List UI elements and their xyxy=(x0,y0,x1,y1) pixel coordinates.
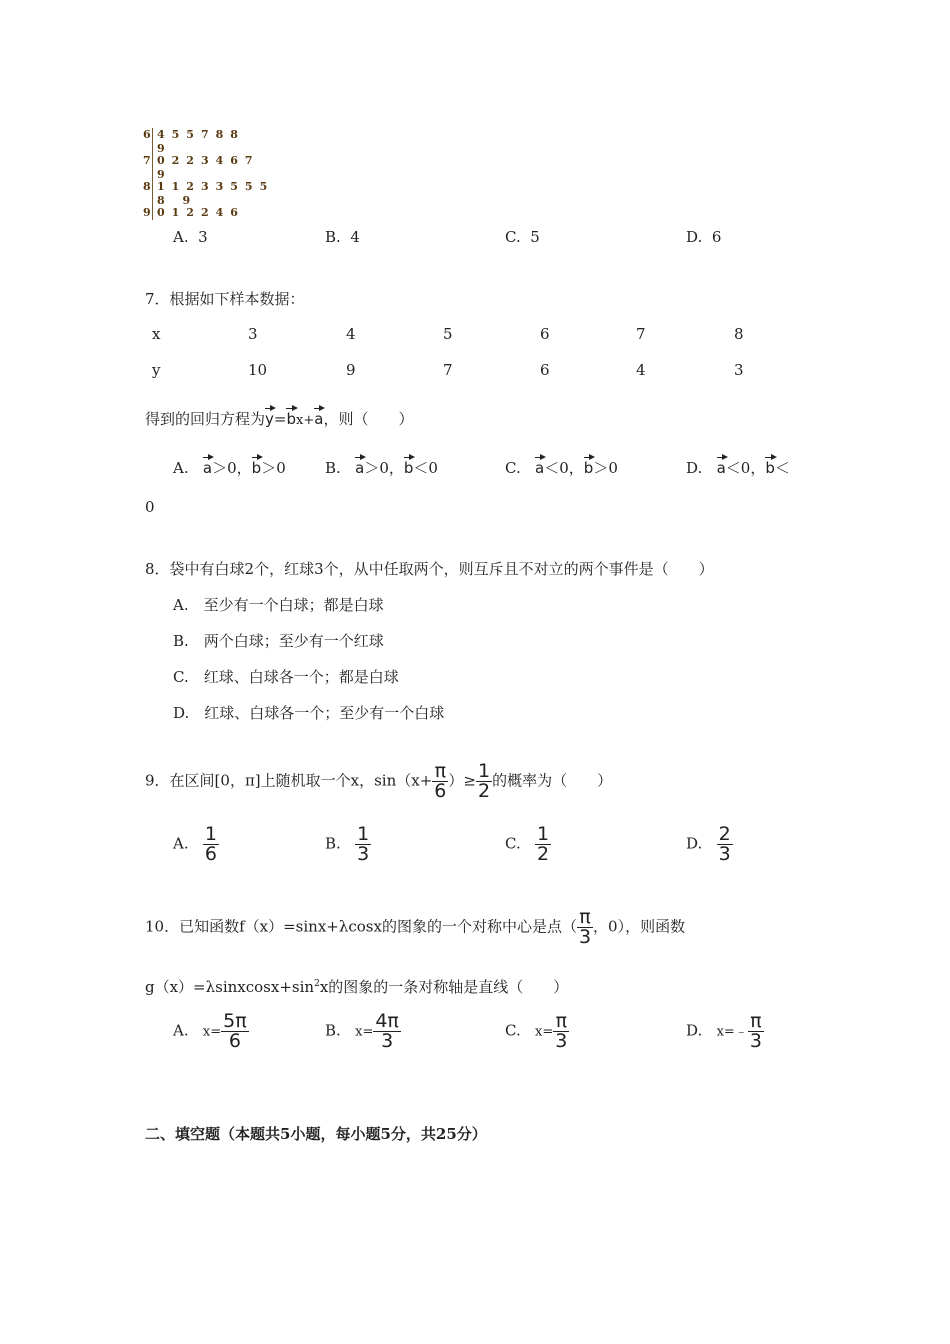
denominator: 3 xyxy=(357,843,370,865)
fraction xyxy=(577,908,593,947)
q7-x-value: 7 xyxy=(636,325,646,343)
eq-prefix: 得到的回归方程为 xyxy=(145,410,266,428)
q10-option-c[interactable] xyxy=(505,1012,569,1051)
q9-text: 的概率为（ ） xyxy=(492,771,613,790)
q7-y-value: 3 xyxy=(734,361,744,379)
option-text: x= xyxy=(535,1024,554,1040)
numerator: π xyxy=(577,908,593,928)
option-text: ＞0 xyxy=(593,459,618,477)
option-label: C. xyxy=(505,1021,521,1040)
option-label: B. xyxy=(325,459,341,477)
q7-x-value: 8 xyxy=(734,325,744,343)
q8-option-d[interactable]: D. 红球、白球各一个；至少有一个白球 xyxy=(173,704,445,722)
stem-value: 7 xyxy=(143,154,151,167)
option-value: 6 xyxy=(711,228,722,246)
fraction xyxy=(476,762,492,801)
q6-option-b[interactable] xyxy=(325,228,360,246)
numerator: 5π xyxy=(223,1010,247,1032)
option-value: 4 xyxy=(350,228,360,246)
denominator: 2 xyxy=(477,780,491,802)
numerator: 1 xyxy=(357,823,370,845)
q7-x-value: 5 xyxy=(443,325,453,343)
a-hat-symbol: a xyxy=(717,456,726,477)
a-hat-symbol: a xyxy=(203,456,212,477)
option-text: ＜ xyxy=(774,459,790,477)
option-text: ＜0， xyxy=(725,459,766,477)
q9-text: 9．在区间[0，π]上随机取一个x，sin（x+ xyxy=(145,771,433,790)
option-text: ＞0， xyxy=(212,459,252,477)
leaf-values: 0223467 9 xyxy=(157,154,260,181)
q10-text: 10．已知函数f（x）=sinx+λcosx的图象的一个对称中心是点（ xyxy=(145,917,577,936)
denominator: 3 xyxy=(578,926,592,948)
q7-x-value: 3 xyxy=(248,325,258,343)
q7-x-value: 6 xyxy=(540,325,550,343)
fraction xyxy=(373,1012,401,1051)
q7-option-a[interactable] xyxy=(173,456,286,478)
a-hat-symbol: a xyxy=(314,407,323,428)
option-label: C. xyxy=(505,459,521,477)
q7-y-label: y xyxy=(152,361,161,379)
q6-option-a[interactable] xyxy=(173,228,208,246)
eq-x-plus: x+ xyxy=(296,413,315,428)
option-value: 3 xyxy=(198,228,208,246)
option-label: A. xyxy=(173,834,189,853)
denominator: 6 xyxy=(204,843,218,865)
q8-stem: 8．袋中有白球2个，红球3个，从中任取两个，则互斥且不对立的两个事件是（ ） xyxy=(145,560,714,578)
option-label: B. xyxy=(325,228,341,246)
option-label: A. xyxy=(173,1021,189,1040)
option-label: D. xyxy=(686,834,703,853)
fraction xyxy=(221,1012,249,1051)
denominator: 3 xyxy=(381,1030,394,1052)
fraction xyxy=(553,1012,569,1051)
option-label: C. xyxy=(505,228,521,246)
q10-option-a[interactable] xyxy=(173,1012,249,1051)
option-label: B. xyxy=(325,1021,341,1040)
q9-option-c[interactable] xyxy=(505,825,551,864)
q7-option-d-wrap: 0 xyxy=(145,498,155,516)
fraction xyxy=(748,1012,764,1051)
denominator: 2 xyxy=(537,843,550,865)
section-heading: 二、填空题（本题共5小题，每小题5分，共25分） xyxy=(145,1125,487,1143)
q9-option-d[interactable] xyxy=(686,825,733,864)
option-text: ＞0， xyxy=(364,459,404,477)
exponent: 2 xyxy=(314,979,320,989)
q7-y-value: 7 xyxy=(443,361,453,379)
denominator: 3 xyxy=(749,1030,762,1052)
q10-text: g（x）=λsinxcosx+sin xyxy=(145,978,315,996)
q9-option-b[interactable] xyxy=(325,825,371,864)
numerator: π xyxy=(553,1012,569,1032)
numerator: π xyxy=(748,1012,764,1032)
q10-option-d[interactable] xyxy=(686,1012,764,1051)
denominator: 3 xyxy=(555,1030,568,1052)
option-label: D. xyxy=(686,1021,703,1040)
option-label: A. xyxy=(173,459,189,477)
option-label: A. xyxy=(173,228,189,246)
fraction xyxy=(717,825,733,864)
denominator: 3 xyxy=(718,843,731,865)
numerator: π xyxy=(432,762,448,782)
q7-equation xyxy=(145,407,413,429)
q7-y-value: 10 xyxy=(248,361,268,379)
option-label: D. xyxy=(686,228,703,246)
option-text: ＜0， xyxy=(544,459,584,477)
fraction xyxy=(535,825,551,864)
q10-text: ，0），则函数 xyxy=(593,917,686,936)
q10-text: x的图象的一条对称轴是直线（ ） xyxy=(319,978,569,996)
q6-option-d[interactable] xyxy=(686,228,721,246)
q8-option-b[interactable]: B. 两个白球；至少有一个红球 xyxy=(173,632,384,650)
numerator: 1 xyxy=(477,760,491,782)
q7-y-value: 9 xyxy=(346,361,356,379)
q7-stem: 7．根据如下样本数据： xyxy=(145,290,305,308)
leaf-values: 012246 xyxy=(157,206,245,219)
b-hat-symbol: b xyxy=(286,407,296,428)
fraction xyxy=(432,762,448,801)
q7-option-c[interactable] xyxy=(505,456,618,478)
q7-option-b[interactable] xyxy=(325,456,438,478)
option-text: x=﹣ xyxy=(716,1024,748,1040)
option-label: B. xyxy=(325,834,341,853)
q7-option-d[interactable] xyxy=(686,456,790,478)
q9-option-a[interactable] xyxy=(173,825,219,864)
fraction xyxy=(203,825,219,864)
leaf-values: 11233555 8 9 xyxy=(157,180,275,207)
denominator: 6 xyxy=(228,1030,241,1052)
a-hat-symbol: a xyxy=(535,456,544,477)
eq-suffix: ，则（ ） xyxy=(323,410,414,428)
stem-leaf-plot xyxy=(143,126,313,221)
fraction xyxy=(355,825,371,864)
q10-option-b[interactable] xyxy=(325,1012,401,1051)
b-hat-symbol: b xyxy=(252,456,262,477)
b-hat-symbol: b xyxy=(765,456,775,477)
option-text: ＜0 xyxy=(413,459,438,477)
b-hat-symbol: b xyxy=(584,456,594,477)
option-text: x= xyxy=(202,1024,222,1040)
q10-line2 xyxy=(145,976,568,997)
option-text: ＞0 xyxy=(261,459,286,477)
y-hat-symbol: y xyxy=(265,407,274,428)
eq-sign: = xyxy=(273,410,287,428)
denominator: 6 xyxy=(434,780,447,802)
q8-option-a[interactable]: A. 至少有一个白球；都是白球 xyxy=(173,596,384,614)
option-text: x= xyxy=(355,1024,374,1040)
q9-stem xyxy=(145,762,612,801)
q7-y-value: 6 xyxy=(540,361,550,379)
a-hat-symbol: a xyxy=(355,456,364,477)
q7-x-value: 4 xyxy=(346,325,356,343)
q7-y-value: 4 xyxy=(636,361,646,379)
numerator: 2 xyxy=(718,823,731,845)
stem-value: 8 xyxy=(143,180,151,193)
q8-option-c[interactable]: C. 红球、白球各一个；都是白球 xyxy=(173,668,399,686)
q10-stem xyxy=(145,908,685,947)
option-label: D. xyxy=(686,459,703,477)
b-hat-symbol: b xyxy=(404,456,414,477)
numerator: 1 xyxy=(537,823,550,845)
numerator: 1 xyxy=(204,823,218,845)
leaf-values: 455788 9 xyxy=(157,128,245,155)
option-value: 5 xyxy=(530,228,540,246)
numerator: 4π xyxy=(375,1010,399,1032)
stem-divider xyxy=(152,128,153,220)
option-label: C. xyxy=(505,834,521,853)
q6-option-c[interactable] xyxy=(505,228,540,246)
stem-value: 6 xyxy=(143,128,151,141)
q7-x-label: x xyxy=(152,325,161,343)
stem-value: 9 xyxy=(143,206,151,219)
q9-text: ）≥ xyxy=(448,771,476,790)
